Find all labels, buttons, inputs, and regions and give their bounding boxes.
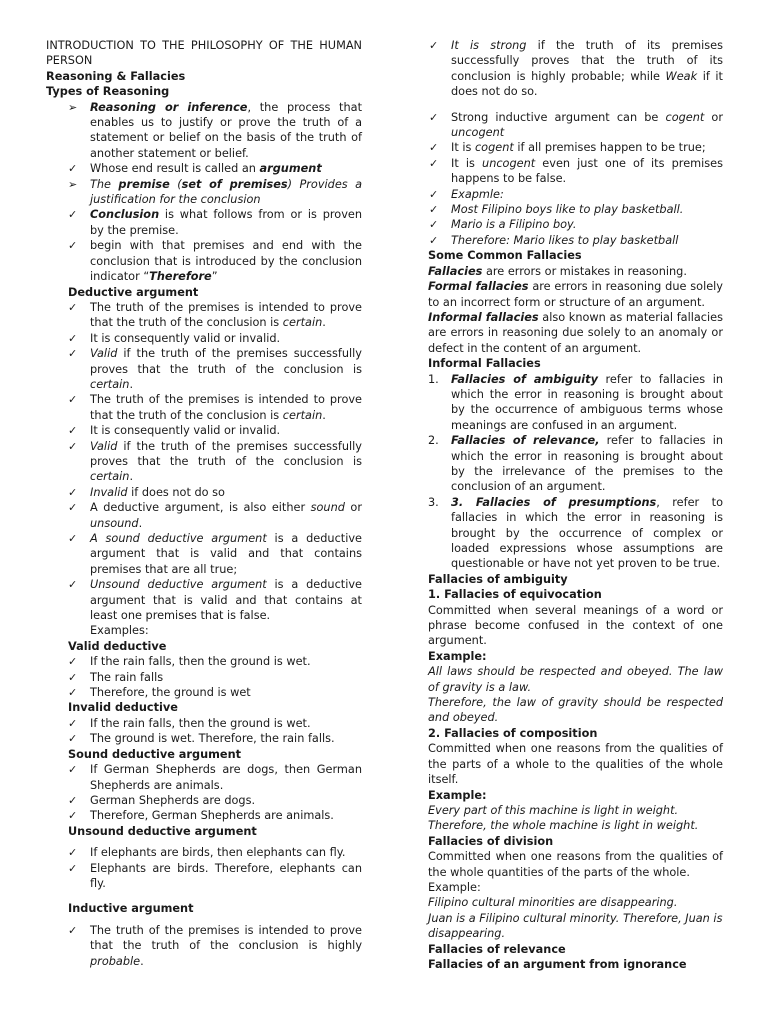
checkmark-icon: ✓	[429, 233, 439, 247]
checkmark-icon: ✓	[68, 716, 78, 730]
numbered-item: 3. 3. Fallacies of presumptions, refer to fallacies in which the error in reasoning is brought by the occurrence of complex or loaded expressions whose assumptions are questionable or have not yet proven to be true.	[428, 495, 723, 571]
checkmark-icon: ✓	[68, 923, 78, 937]
list-item: ✓ Therefore, German Shepherds are animals.	[68, 809, 334, 823]
numbered-item: 1. Fallacies of ambiguity refer to fallacies in which the error in reasoning is brought about by the occurrence of ambiguous terms whose meanings are confused in an argument.	[428, 372, 723, 432]
list-item: ✓ Exapmle:	[429, 187, 504, 201]
ambiguity-heading: Fallacies of ambiguity	[428, 572, 568, 586]
composition-heading: 2. Fallacies of composition	[428, 726, 598, 740]
checkmark-icon: ✓	[68, 578, 78, 592]
informal-fallacies-heading: Informal Fallacies	[428, 357, 541, 371]
checkmark-icon: ✓	[68, 809, 78, 823]
list-item: ✓ Therefore: Mario likes to play basketball	[429, 233, 679, 247]
list-item: ✓ The truth of the premises is intended to prove that the truth of the conclusion is certain.	[68, 393, 362, 422]
checkmark-icon: ✓	[68, 162, 78, 176]
list-item-is-cogent: ✓ It is cogent if all premises happen to be true;	[429, 141, 706, 155]
checkmark-icon: ✓	[68, 424, 78, 438]
checkmark-icon: ✓	[68, 331, 78, 345]
relevance-heading: Fallacies of relevance	[428, 942, 566, 956]
checkmark-icon: ✓	[68, 485, 78, 499]
checkmark-icon: ✓	[68, 732, 78, 746]
list-item: ✓ Invalid if does not do so	[68, 485, 225, 499]
equivocation-heading: 1. Fallacies of equivocation	[428, 588, 602, 602]
list-item: ✓ If the rain falls, then the ground is wet.	[68, 655, 311, 669]
document-subtitle: Reasoning & Fallacies	[46, 69, 186, 83]
formal-fallacies-definition: Formal fallacies are errors in reasoning due solely to an incorrect form or structure of an argument.	[428, 280, 723, 309]
list-item-argument: ✓ Whose end result is called an argument	[68, 162, 322, 176]
list-item: ✓ The truth of the premises is intended to prove that the truth of the conclusion is highly probable.	[68, 923, 362, 968]
list-item: ✓ The truth of the premises is intended to prove that the truth of the conclusion is certain.	[68, 300, 362, 330]
equivocation-text: Committed when several meanings of a word or phrase become confused in the context of one argument.	[428, 603, 723, 648]
list-item: ✓ If the rain falls, then the ground is wet.	[68, 716, 311, 730]
checkmark-icon: ✓	[68, 846, 78, 860]
composition-text: Committed when one reasons from the qualities of the parts of a whole to the qualities of the whole itself.	[428, 742, 723, 787]
valid-heading: Valid deductive	[68, 639, 167, 653]
numbered-item: 2. Fallacies of relevance, refer to fallacies in which the error in reasoning is brought about by the irrelevance of the premises to the conclusion of an argument.	[428, 434, 723, 494]
example-label: Example:	[428, 880, 481, 894]
checkmark-icon: ✓	[68, 347, 78, 361]
checkmark-icon: ✓	[68, 239, 78, 253]
list-item: ✓ Mario is a Filipino boy.	[429, 218, 577, 232]
list-item-is-uncogent: ✓ It is uncogent even just one of its premises happens to be false.	[429, 156, 724, 186]
checkmark-icon: ✓	[429, 203, 439, 217]
checkmark-icon: ✓	[68, 501, 78, 515]
right-column	[428, 38, 723, 972]
checkmark-icon: ✓	[68, 793, 78, 807]
checkmark-icon: ✓	[68, 393, 78, 407]
equivocation-example: All laws should be respected and obeyed. The law of gravity is a law.	[428, 665, 723, 694]
list-item-conclusion: ✓ Conclusion is what follows from or is proven by the premise.	[68, 208, 362, 237]
checkmark-icon: ✓	[68, 670, 78, 684]
composition-example: Every part of this machine is light in weight.	[428, 803, 679, 817]
unsound-heading: Unsound deductive argument	[68, 824, 257, 838]
examples-label: Examples:	[90, 624, 149, 638]
checkmark-icon: ✓	[429, 187, 439, 201]
list-item: ✓ Most Filipino boys like to play basketball.	[429, 203, 684, 217]
checkmark-icon: ✓	[68, 655, 78, 669]
composition-example: Therefore, the whole machine is light in weight.	[428, 819, 699, 833]
list-item: ✓ If elephants are birds, then elephants can fly.	[68, 846, 346, 860]
arrow-bullet-icon: ➢	[68, 100, 78, 114]
checkmark-icon: ✓	[429, 110, 439, 124]
checkmark-icon: ✓	[68, 763, 78, 777]
ignorance-heading: Fallacies of an argument from ignorance	[428, 957, 687, 971]
list-item: ✓ Unsound deductive argument is a deductive argument that is valid and that contains at least one premises that is false.	[68, 578, 362, 623]
list-item: ✓ The rain falls	[68, 670, 164, 684]
common-fallacies-heading: Some Common Fallacies	[428, 249, 582, 263]
informal-fallacies-definition: Informal fallacies also known as material fallacies are errors in reasoning due solely to an anomaly or defect in the content of an argument.	[428, 310, 723, 355]
division-example: Juan is a Filipino cultural minority. Therefore, Juan is disappearing.	[428, 911, 723, 941]
example-label: Example:	[428, 788, 487, 802]
types-heading: Types of Reasoning	[46, 85, 170, 99]
division-text: Committed when one reasons from the qualities of the whole quantities of the parts of the whole.	[428, 850, 723, 879]
sound-heading: Sound deductive argument	[68, 747, 242, 761]
list-item-reasoning: ➢ Reasoning or inference, the process that enables us to justify or prove the truth of a statement or belief on the basis of the truth of another statement or belief.	[68, 100, 362, 160]
list-item-cogent: ✓ Strong inductive argument can be cogent or uncogent	[429, 110, 723, 140]
checkmark-icon: ✓	[68, 861, 78, 875]
list-item: ✓ Valid if the truth of the premises successfully proves that the truth of the conclusion is certain.	[68, 439, 362, 484]
checkmark-icon: ✓	[429, 141, 439, 155]
list-item: ✓ A deductive argument, is also either sound or unsound.	[68, 501, 362, 530]
fallacies-definition: Fallacies are errors or mistakes in reasoning.	[428, 264, 687, 278]
equivocation-example: Therefore, the law of gravity should be respected and obeyed.	[428, 696, 723, 725]
list-item: ✓ If German Shepherds are dogs, then German Shepherds are animals.	[68, 763, 362, 792]
checkmark-icon: ✓	[68, 208, 78, 222]
list-item-strong: ✓ It is strong if the truth of its premises successfully proves that the truth of its conclusion is highly probable; while Weak if it does not do so.	[429, 39, 724, 99]
list-item: ✓ It is consequently valid or invalid.	[68, 424, 281, 438]
checkmark-icon: ✓	[68, 439, 78, 453]
left-column	[46, 38, 362, 969]
checkmark-icon: ✓	[68, 686, 78, 700]
list-item: ✓ The ground is wet. Therefore, the rain falls.	[68, 732, 335, 746]
checkmark-icon: ✓	[68, 532, 78, 545]
list-item: ✓ It is consequently valid or invalid.	[68, 331, 281, 345]
list-item-premise: ➢ The premise (set of premises) Provides a justification for the conclusion	[68, 177, 363, 207]
checkmark-icon: ✓	[429, 218, 439, 232]
deductive-heading: Deductive argument	[68, 285, 199, 299]
list-item: ✓ A sound deductive argument is a deductive argument that is valid and that contains premises that are all true;	[68, 532, 362, 576]
list-item: ✓ German Shepherds are dogs.	[68, 793, 256, 807]
inductive-heading: Inductive argument	[68, 902, 194, 916]
invalid-heading: Invalid deductive	[68, 701, 178, 715]
example-label: Example:	[428, 649, 487, 663]
list-item-indicator: ✓ begin with that premises and end with the conclusion that is introduced by the conclusion indicator “Therefore”	[68, 239, 362, 284]
list-item: ✓ Elephants are birds. Therefore, elephants can fly.	[68, 861, 362, 890]
division-example: Filipino cultural minorities are disappearing.	[428, 896, 678, 910]
list-item: ✓ Valid if the truth of the premises successfully proves that the truth of the conclusion is certain.	[68, 347, 362, 391]
checkmark-icon: ✓	[68, 300, 78, 314]
arrow-bullet-icon: ➢	[68, 177, 78, 191]
division-heading: Fallacies of division	[428, 834, 554, 848]
document-title: INTRODUCTION TO THE PHILOSOPHY OF THE HUMAN PERSON	[46, 39, 362, 68]
checkmark-icon: ✓	[429, 39, 439, 52]
list-item: ✓ Therefore, the ground is wet	[68, 686, 251, 700]
checkmark-icon: ✓	[429, 156, 439, 170]
